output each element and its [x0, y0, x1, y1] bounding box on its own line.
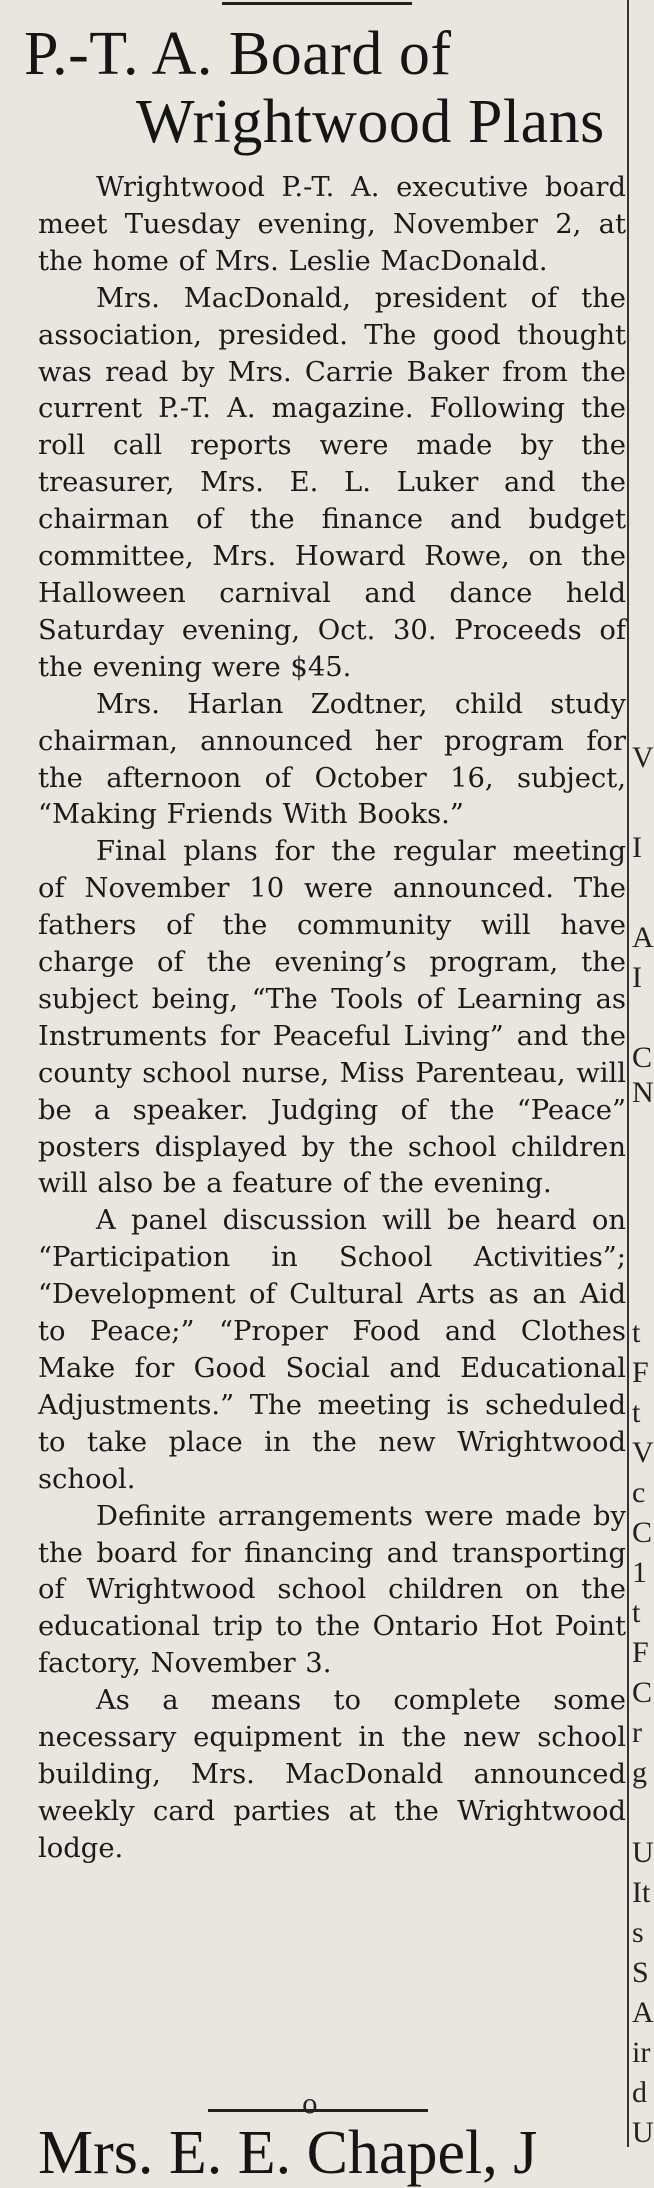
adjacent-column-letter: It	[632, 1876, 651, 1909]
paragraph-7: As a means to complete some necessary equipment in the new school building, Mrs. MacDonald announced weekly card parties at the Wrightwood lodge.	[38, 1685, 626, 1864]
article-body	[38, 170, 626, 1868]
adjacent-column-letter: U	[632, 2116, 654, 2149]
adjacent-column-letter: 1	[632, 1556, 647, 1589]
adjacent-column-letter: ir	[632, 2036, 651, 2069]
headline-line-2: Wrightwood Plans	[136, 88, 605, 156]
adjacent-column-letter: C	[632, 1676, 653, 1709]
adjacent-column-letter: V	[632, 741, 654, 774]
adjacent-column-letter: t	[632, 1596, 641, 1629]
article-headline	[24, 20, 624, 156]
adjacent-column-letter: r	[632, 1716, 642, 1749]
top-separator-rule	[222, 2, 412, 5]
adjacent-column-letter: d	[632, 2076, 647, 2109]
article-column	[10, 0, 626, 2187]
separator-ornament: o	[302, 2090, 318, 2120]
adjacent-column-letter: I	[632, 831, 642, 864]
adjacent-column-letter: F	[632, 1636, 649, 1669]
next-article-headline: Mrs. E. E. Chapel, J	[38, 2119, 538, 2187]
paragraph-2: Mrs. MacDonald, president of the association, presided. The good thought was read by Mrs. Carrie Baker from the current P.-T. A. magazine. Following the roll call reports were made by the treasurer, Mrs. E. L. Luker and the chairman of the finance and budget committee, Mrs. Howard Rowe, on the Halloween carnival and dance held Saturday evening, Oct. 30. Proceeds of the evening were $45.	[38, 282, 626, 683]
adjacent-column-letter: N	[632, 1076, 654, 1109]
paragraph-4: Final plans for the regular meeting of November 10 were announced. The fathers of the community will have charge of the evening’s program, the subject being, “The Tools of Learning as Instruments for Peaceful Living” and the county school nurse, Miss Parenteau, will be a speaker. Judging of the “Peace” posters displayed by the school children will also be a feature of the evening.	[38, 836, 626, 1200]
adjacent-column-letter: V	[632, 1436, 654, 1469]
paragraph-3: Mrs. Harlan Zodtner, child study chairman, announced her program for the afternoon of October 16, subject, “Making Friends With Books.”	[38, 688, 626, 831]
adjacent-column-letter: A	[632, 921, 654, 954]
headline-line-1: P.-T. A. Board of	[24, 20, 452, 88]
column-divider	[627, 0, 629, 2147]
adjacent-column-letter: t	[632, 1396, 641, 1429]
adjacent-column-letter: A	[632, 1996, 654, 2029]
adjacent-column-letter: U	[632, 1836, 654, 1869]
paragraph-6: Definite arrangements were made by the board for financing and transporting of Wrightwood school children on the educational trip to the Ontario Hot Point factory, November 3.	[38, 1500, 626, 1680]
paragraph-5: A panel discussion will be heard on “Participation in School Activities”; “Development of Cultural Arts as an Aid to Peace;” “Proper Food and Clothes Make for Good Social and Educational Adjustments.” The meeting is scheduled to take place in the new Wrightwood school.	[38, 1205, 626, 1495]
bottom-separator-rule	[208, 2109, 428, 2112]
adjacent-column-letter: I	[632, 961, 642, 994]
adjacent-column-letter: g	[632, 1756, 647, 1789]
adjacent-column-letter: F	[632, 1356, 649, 1389]
adjacent-column-letter: s	[632, 1916, 644, 1949]
adjacent-column-letter: c	[632, 1476, 646, 1509]
adjacent-column-letter: C	[632, 1516, 653, 1549]
paragraph-1: Wrightwood P.-T. A. executive board meet Tuesday evening, November 2, at the home of Mrs. Leslie MacDonald.	[38, 172, 626, 277]
adjacent-column-letter: S	[632, 1956, 649, 1989]
adjacent-column-letter: t	[632, 1316, 641, 1349]
adjacent-column-letter: C	[632, 1041, 653, 1074]
